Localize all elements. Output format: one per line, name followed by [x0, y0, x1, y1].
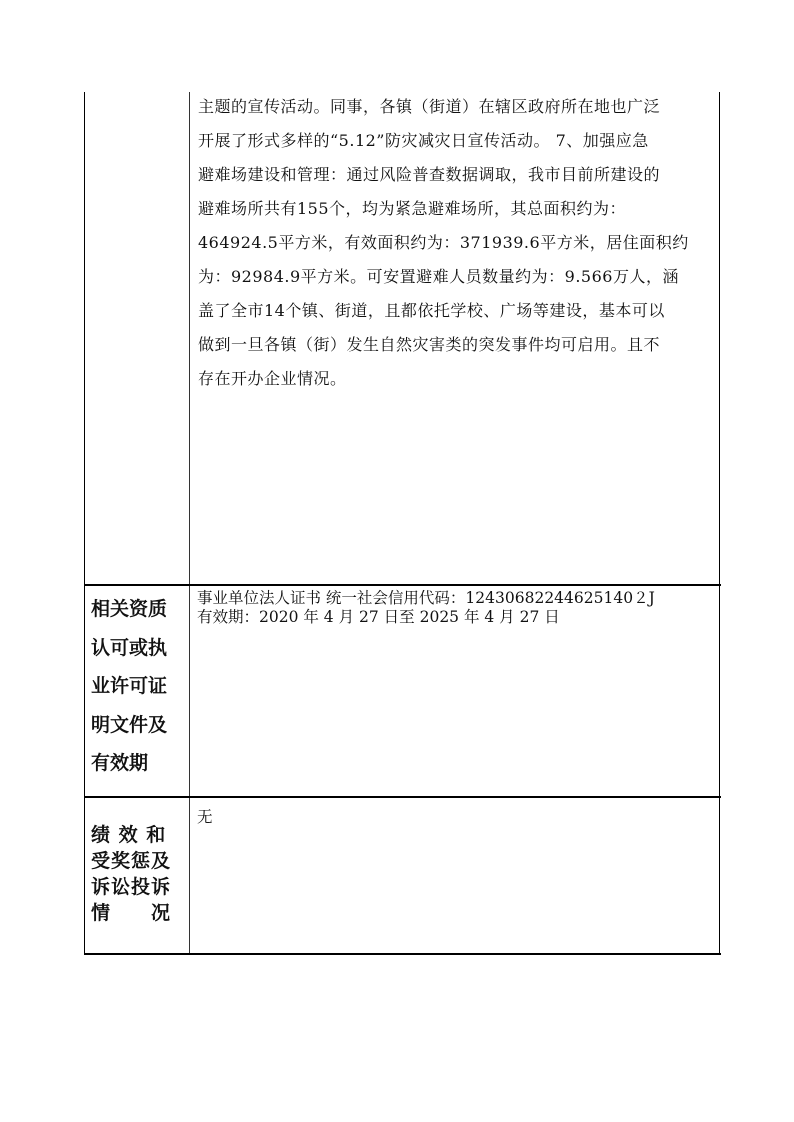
column-divider	[189, 92, 190, 955]
qualification-content	[197, 589, 655, 627]
label-line: 认可或执	[91, 636, 168, 659]
qualification-label	[91, 590, 185, 783]
label-line: 受奖惩及	[91, 850, 172, 872]
performance-content: 无	[197, 808, 213, 826]
label-line: 业许可证	[91, 675, 168, 697]
label-line: 情 况	[91, 902, 172, 924]
label-line: 绩 效 和	[91, 824, 167, 846]
text-line: 盖了全市14个镇、街道，且都依托学校、广场等建设，基本可以	[198, 301, 665, 320]
text-line: 做到一旦各镇（街）发生自然灾害类的突发事件均可启用。且不	[198, 335, 661, 354]
label-line: 有效期	[91, 752, 149, 774]
text-line: 为：92984.9平方米。可安置避难人员数量约为：9.566万人，涵	[198, 267, 679, 286]
text-line: 464924.5平方米，有效面积约为：371939.6平方米，居住面积约	[198, 233, 689, 252]
text-line: 存在开办企业情况。	[198, 369, 347, 388]
label-line: 明文件及	[91, 713, 168, 736]
validity-line: 有效期：2020 年 4 月 27 日至 2025 年 4 月 27 日	[197, 608, 560, 626]
text-line: 避难场建设和管理：通过风险普查数据调取，我市目前所建设的	[198, 165, 661, 184]
row-divider	[85, 796, 721, 798]
row-divider	[85, 584, 721, 586]
table-bottom-border	[85, 953, 721, 955]
text-line: 主题的宣传活动。同事，各镇（街道）在辖区政府所在地也广泛	[198, 97, 661, 116]
activity-description	[198, 90, 689, 396]
info-table	[84, 92, 720, 955]
performance-label	[91, 822, 185, 926]
text-line: 开展了形式多样的“5.12”防灾减灾日宣传活动。 7、加强应急	[198, 131, 649, 150]
label-line: 相关资质	[91, 598, 168, 620]
label-line: 诉讼投诉	[91, 876, 172, 898]
text-line: 避难场所共有155个，均为紧急避难场所，其总面积约为：	[198, 199, 627, 218]
certificate-line: 事业单位法人证书 统一社会信用代码：12430682244625140２J	[197, 589, 655, 607]
